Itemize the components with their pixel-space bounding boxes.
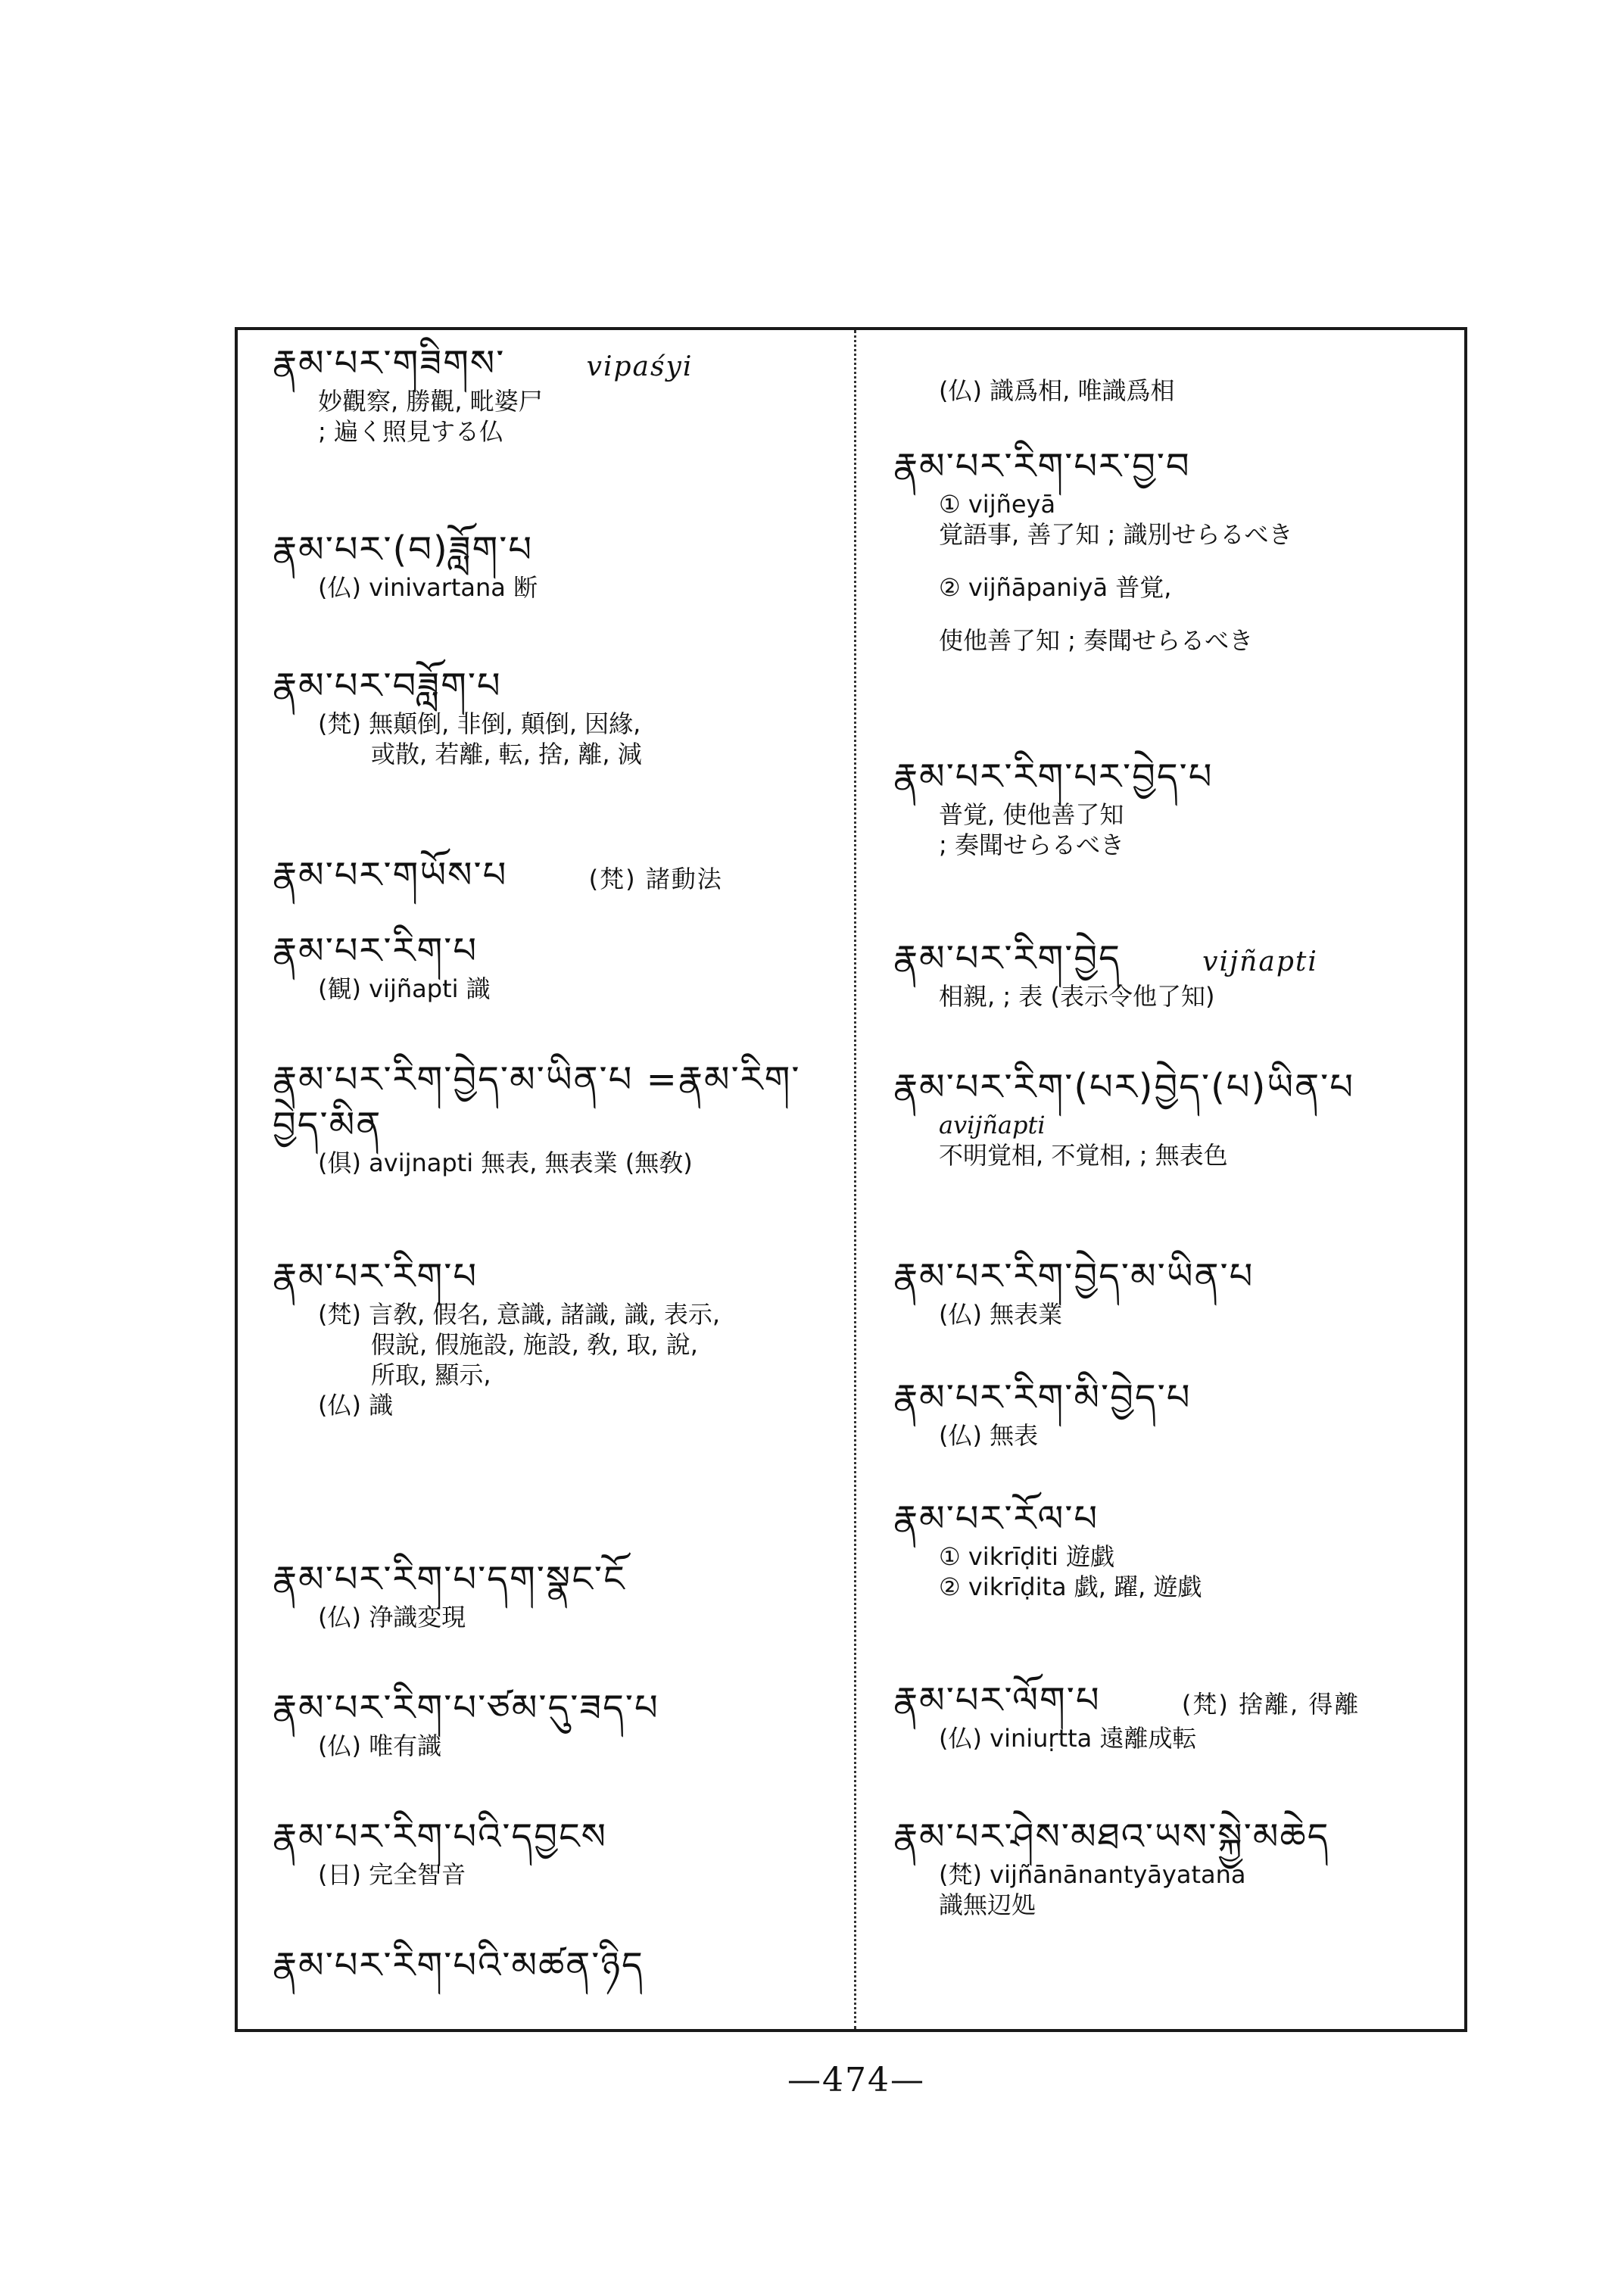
entry	[257, 1685, 840, 1761]
tibetan-headword: རྣམ་པར་རིག་པ་དག་སྣང་ངོ	[273, 1558, 626, 1601]
left-column	[257, 330, 840, 2029]
entry	[878, 936, 1454, 1011]
page-number: —474—	[787, 2061, 925, 2099]
tibetan-headword: རྣམ་པར་ཤེས་མཐའ་ཡས་སྐྱེ་མཆེད	[893, 1816, 1330, 1858]
entry	[878, 1814, 1454, 1920]
entry	[257, 852, 840, 898]
definition-line: 普覚, 使他善了知	[939, 800, 1124, 829]
tibetan-headword: རྣམ་པར་རིག་པར་བྱེད་པ	[893, 756, 1214, 798]
entry	[878, 1064, 1454, 1170]
definition-line: 或散, 若離, 転, 捨, 離, 減	[371, 740, 642, 768]
definition-line: (梵) vijñānānantyāyatana	[939, 1860, 1246, 1889]
tibetan-headword: རྣམ་པར་རིག་བྱེད་མ་ཡིན་པ =རྣམ་རིག་	[273, 1058, 801, 1101]
definition-line: (仏) 識	[318, 1391, 394, 1420]
tibetan-headword: རྣམ་པར་རིག་བྱེད	[893, 937, 1121, 980]
definition-line: (梵) 諸動法	[588, 865, 723, 893]
definition-line: (仏) 無表業	[939, 1300, 1063, 1329]
tibetan-headword: རྣམ་པར་རིག་(པར)བྱེད་(པ)ཡིན་པ	[893, 1066, 1354, 1108]
definition-line: 覚語事, 善了知 ; 識別せらるべき	[939, 520, 1293, 549]
definition-line: (仏) 無表	[939, 1421, 1039, 1450]
tibetan-headword: རྣམ་པར་རོལ་པ	[893, 1498, 1099, 1540]
tibetan-headword: རྣམ་པར་(བ)ཟློག་པ	[273, 528, 534, 571]
tibetan-headword: རྣམ་པར་རིག་བྱེད་མ་ཡིན་པ	[893, 1255, 1255, 1298]
tibetan-headword: རྣམ་པར་རིག་པ	[273, 1255, 478, 1298]
entry	[878, 1496, 1454, 1602]
entry	[257, 527, 840, 603]
definition-line: ① vikrīḍiti 遊戯	[939, 1542, 1115, 1571]
tibetan-headword: རྣམ་པར་རིག་པའི་མཚན་ཉིད	[273, 1944, 644, 1987]
definition-line: (観) vijñapti 識	[318, 974, 491, 1003]
definition-line: 相親, ; 表 (表示令他了知)	[939, 982, 1215, 1011]
tibetan-headword: རྣམ་པར་རིག་པ	[273, 930, 478, 972]
entry	[257, 928, 840, 1004]
definition-line: ; 奏聞せらるべき	[939, 831, 1124, 859]
tibetan-headword: རྣམ་པར་གཡོས་པ	[273, 854, 508, 896]
entry	[257, 1057, 840, 1178]
entry	[257, 1254, 840, 1420]
tibetan-headword: རྣམ་པར་ལོག་པ	[893, 1679, 1101, 1722]
entry	[878, 376, 1454, 406]
entry	[878, 444, 1454, 656]
sanskrit-term: vijñapti	[1202, 946, 1318, 977]
headword	[257, 341, 840, 386]
tibetan-headword: རྣམ་པར་རིག་པ་ཙམ་དུ་ཟད་པ	[273, 1687, 659, 1729]
definition-line: ① vijñeyā	[939, 490, 1056, 519]
definition-line: (日) 完全智音	[318, 1860, 466, 1889]
definition-line: (仏) viniuṛtta 遠離成転	[939, 1724, 1197, 1753]
definition-line: ; 遍く照見する仏	[318, 417, 503, 446]
tibetan-headword: རྣམ་པར་རིག་པར་བྱ་བ	[893, 445, 1191, 488]
definition-line: ② vikrīḍita 戯, 躍, 遊戯	[939, 1572, 1202, 1601]
definition-line: (梵) 無顛倒, 非倒, 顛倒, 因緣,	[318, 709, 641, 738]
tibetan-headword: རྣམ་པར་རིག་མི་བྱེད་པ	[893, 1376, 1192, 1419]
definition-line: (仏) 識爲相, 唯識爲相	[939, 376, 1175, 405]
definition-line: 使他善了知 ; 奏聞せらるべき	[939, 626, 1254, 655]
definition-line: (梵) 捨離, 得離	[1181, 1690, 1361, 1719]
tibetan-headword: རྣམ་པར་བཟློག་པ	[273, 665, 502, 707]
tibetan-continuation: བྱེད་མིན	[273, 1104, 382, 1146]
definition-line: 不明覚相, 不覚相, ; 無表色	[939, 1141, 1228, 1170]
definition-line: (仏) vinivartana 断	[318, 573, 538, 602]
definition-line: 妙觀察, 勝觀, 毗婆尸	[318, 387, 543, 416]
column-divider	[854, 330, 856, 2029]
entry	[878, 1678, 1454, 1753]
definition-line: 假說, 假施設, 施設, 敎, 取, 說,	[371, 1330, 698, 1359]
entry	[257, 341, 840, 447]
entry	[878, 1254, 1454, 1329]
definition-line: (仏) 唯有識	[318, 1731, 442, 1760]
entry	[257, 1557, 840, 1632]
definition-line: (俱) avijnapti 無表, 無表業 (無敎)	[318, 1149, 693, 1177]
definition-line: (仏) 浄識変現	[318, 1603, 466, 1632]
right-column	[878, 330, 1454, 2029]
tibetan-headword: རྣམ་པར་གཟིགས་	[273, 342, 506, 385]
entry	[878, 1375, 1454, 1451]
entry	[257, 1943, 840, 1988]
entry	[257, 663, 840, 769]
definition-line: 識無辺処	[939, 1890, 1036, 1919]
sanskrit-term: vipaśyi	[586, 351, 694, 382]
definition-line: 所取, 顯示,	[371, 1361, 491, 1389]
sanskrit-term: avijñapti	[939, 1111, 1046, 1139]
entry	[257, 1814, 840, 1890]
entry	[878, 754, 1454, 860]
tibetan-headword: རྣམ་པར་རིག་པའི་དབྱངས	[273, 1816, 608, 1858]
definition-line: (梵) 言敎, 假名, 意識, 諸識, 識, 表示,	[318, 1300, 721, 1329]
definition-line: ② vijñāpaniyā 普覚,	[939, 573, 1172, 602]
